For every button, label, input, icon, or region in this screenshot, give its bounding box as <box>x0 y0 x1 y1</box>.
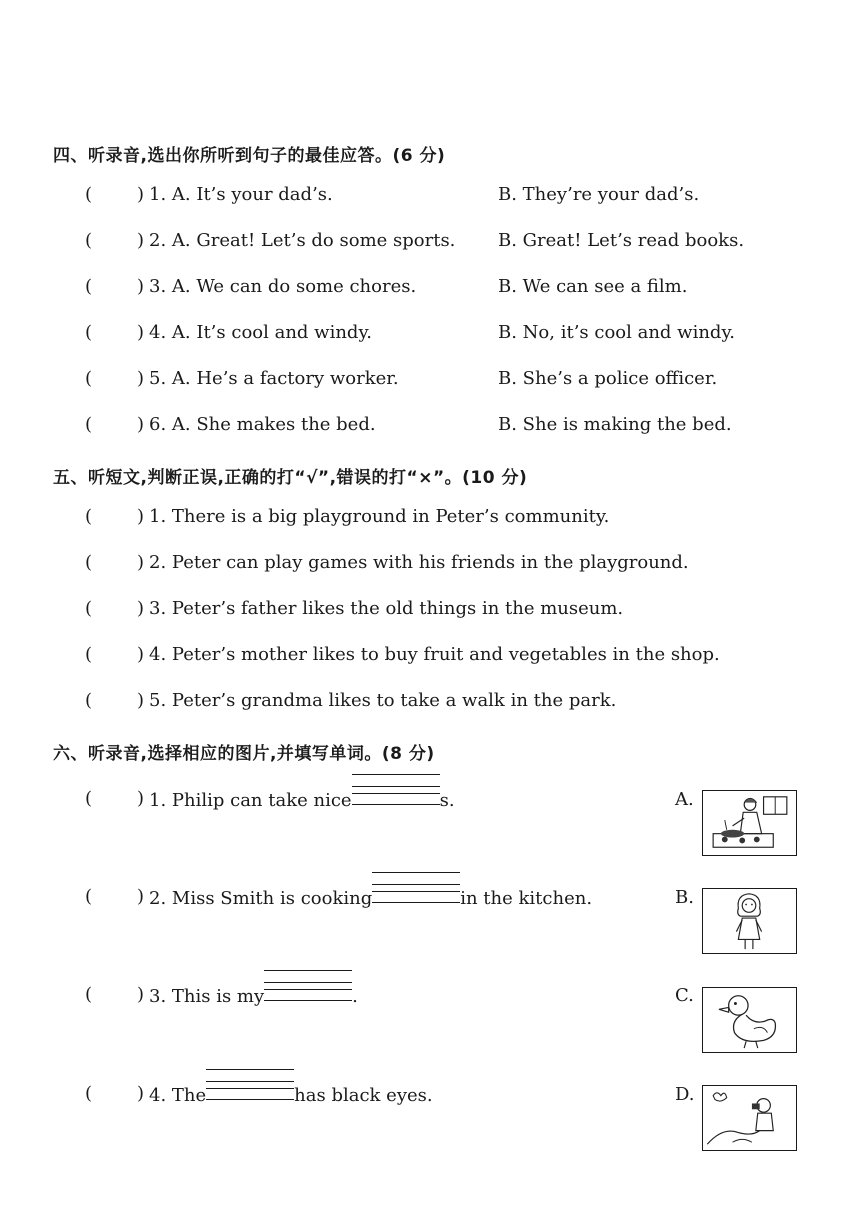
answer-paren-open[interactable]: ( <box>85 598 93 619</box>
picture-b[interactable] <box>702 888 797 954</box>
section-5-heading: 五、听短文,判断正误,正确的打“√”,错误的打“×”。(10 分) <box>53 468 528 488</box>
duck-icon <box>703 988 796 1052</box>
answer-paren-open[interactable]: ( <box>85 984 93 1005</box>
statement-text: 4. Peter’s mother likes to buy fruit and vegetables in the shop. <box>149 644 720 665</box>
statement-text: 5. Peter’s grandma likes to take a walk in the park. <box>149 690 617 711</box>
s5-statement-2 <box>0 552 868 580</box>
sentence-after: . <box>352 986 358 1007</box>
sentence-before: 1. Philip can take nice <box>149 790 352 811</box>
sentence <box>149 886 592 909</box>
four-line-blank[interactable] <box>206 1083 294 1103</box>
answer-paren-open[interactable]: ( <box>85 788 93 809</box>
s5-statement-3 <box>0 598 868 626</box>
option-a: 2. A. Great! Let’s do some sports. <box>149 230 456 251</box>
person-with-camera-icon <box>703 1086 796 1150</box>
option-a: 5. A. He’s a factory worker. <box>149 368 399 389</box>
statement-text: 1. There is a big playground in Peter’s community. <box>149 506 610 527</box>
answer-paren-open[interactable]: ( <box>85 230 93 251</box>
sentence <box>149 788 455 811</box>
answer-paren-open[interactable]: ( <box>85 414 93 435</box>
answer-paren-open[interactable]: ( <box>85 690 93 711</box>
option-b: B. She is making the bed. <box>498 414 732 435</box>
sentence-after: in the kitchen. <box>460 888 593 909</box>
answer-paren-close: ) <box>137 322 145 343</box>
answer-paren-close: ) <box>137 506 145 527</box>
picture-label-a: A. <box>675 789 694 810</box>
woman-cooking-icon <box>703 791 796 855</box>
option-a: 4. A. It’s cool and windy. <box>149 322 372 343</box>
s5-statement-1 <box>0 506 868 534</box>
s5-statement-4 <box>0 644 868 672</box>
sentence <box>149 1083 433 1106</box>
answer-paren-open[interactable]: ( <box>85 644 93 665</box>
s4-question-1 <box>0 184 868 212</box>
picture-d[interactable] <box>702 1085 797 1151</box>
answer-paren-open[interactable]: ( <box>85 184 93 205</box>
answer-paren-close: ) <box>137 368 145 389</box>
answer-paren-close: ) <box>137 552 145 573</box>
answer-paren-close: ) <box>137 1083 145 1104</box>
answer-paren-open[interactable]: ( <box>85 368 93 389</box>
girl-icon <box>703 889 796 953</box>
answer-paren-open[interactable]: ( <box>85 886 93 907</box>
answer-paren-open[interactable]: ( <box>85 276 93 297</box>
answer-paren-close: ) <box>137 598 145 619</box>
sentence-before: 2. Miss Smith is cooking <box>149 888 373 909</box>
answer-paren-close: ) <box>137 690 145 711</box>
answer-paren-close: ) <box>137 414 145 435</box>
statement-text: 2. Peter can play games with his friends in the playground. <box>149 552 689 573</box>
option-b: B. We can see a film. <box>498 276 688 297</box>
sentence-before: 4. The <box>149 1085 207 1106</box>
option-b: B. Great! Let’s read books. <box>498 230 745 251</box>
s4-question-4 <box>0 322 868 350</box>
s4-question-6 <box>0 414 868 442</box>
option-b: B. She’s a police officer. <box>498 368 718 389</box>
answer-paren-open[interactable]: ( <box>85 322 93 343</box>
option-a: 1. A. It’s your dad’s. <box>149 184 333 205</box>
picture-label-c: C. <box>675 985 694 1006</box>
sentence <box>149 984 358 1007</box>
answer-paren-close: ) <box>137 230 145 251</box>
four-line-blank[interactable] <box>352 788 440 808</box>
answer-paren-open[interactable]: ( <box>85 1083 93 1104</box>
picture-label-d: D. <box>675 1084 695 1105</box>
answer-paren-close: ) <box>137 276 145 297</box>
answer-paren-close: ) <box>137 886 145 907</box>
four-line-blank[interactable] <box>264 984 352 1004</box>
answer-paren-close: ) <box>137 788 145 809</box>
answer-paren-close: ) <box>137 184 145 205</box>
answer-paren-close: ) <box>137 644 145 665</box>
answer-paren-open[interactable]: ( <box>85 552 93 573</box>
picture-c[interactable] <box>702 987 797 1053</box>
statement-text: 3. Peter’s father likes the old things in the museum. <box>149 598 624 619</box>
section-4-heading: 四、听录音,选出你所听到句子的最佳应答。(6 分) <box>53 146 446 166</box>
s4-question-5 <box>0 368 868 396</box>
sentence-after: s. <box>439 790 455 811</box>
answer-paren-open[interactable]: ( <box>85 506 93 527</box>
answer-paren-close: ) <box>137 984 145 1005</box>
picture-a[interactable] <box>702 790 797 856</box>
sentence-after: has black eyes. <box>294 1085 433 1106</box>
option-a: 6. A. She makes the bed. <box>149 414 376 435</box>
option-b: B. No, it’s cool and windy. <box>498 322 735 343</box>
four-line-blank[interactable] <box>372 886 460 906</box>
section-6-heading: 六、听录音,选择相应的图片,并填写单词。(8 分) <box>53 744 435 764</box>
s4-question-2 <box>0 230 868 258</box>
option-a: 3. A. We can do some chores. <box>149 276 417 297</box>
picture-label-b: B. <box>675 887 694 908</box>
s5-statement-5 <box>0 690 868 718</box>
s4-question-3 <box>0 276 868 304</box>
option-b: B. They’re your dad’s. <box>498 184 700 205</box>
sentence-before: 3. This is my <box>149 986 265 1007</box>
